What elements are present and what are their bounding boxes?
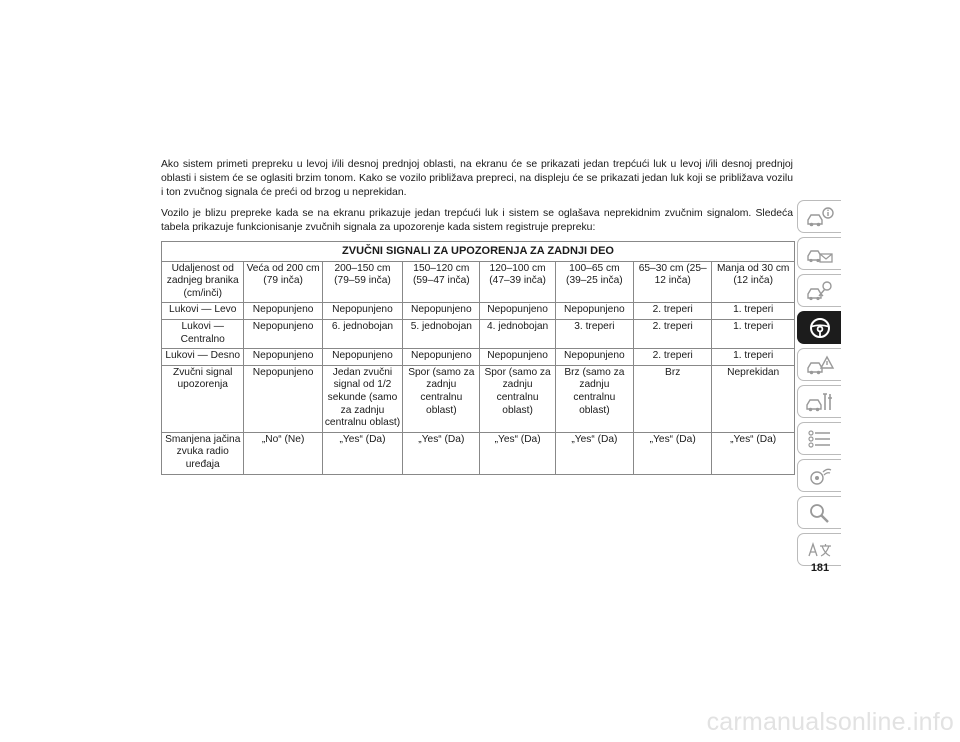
paragraph-1: Ako sistem primeti prepreku u levoj i/ili desnoj prednjoj oblasti, na ekranu će se prikazati jedan trepćući luk u levoj i/ili desnoj prednjoj oblasti i sistem će se oglasiti brzim tonom. Kako se vozilo približava prepreci, na displeju će se prikazati jedan luk koji se približava vozilu i ton zvučnog signala će preći od brzog u neprekidan. [161,159,793,199]
table-row [162,349,795,366]
tab-car-key[interactable] [797,274,841,307]
table-cell: Brz (samo za zadnju centralnu oblast) [555,365,633,432]
car-mail-icon [805,242,835,266]
table-cell: 5. jednobojan [403,319,480,348]
tab-driving[interactable] [797,311,841,344]
header-cell: Veća od 200 cm (79 inča) [244,261,322,303]
warning-signals-table [161,241,795,475]
table-row [162,319,795,348]
row-label: Zvučni signal upozorenja [162,365,244,432]
table-cell: Brz [634,365,712,432]
table-cell: Nepopunjeno [244,349,322,366]
table-cell: 2. treperi [634,349,712,366]
table-cell: „Yes“ (Da) [403,432,480,474]
table-cell: Nepopunjeno [555,303,633,320]
tab-multimedia[interactable] [797,459,841,492]
car-service-icon [805,390,835,414]
tab-car-warning[interactable] [797,348,841,381]
table-cell: 2. treperi [634,319,712,348]
table-row [162,303,795,320]
tab-car-mail[interactable] [797,237,841,270]
table-cell: „Yes“ (Da) [555,432,633,474]
magnifier-icon [805,501,835,525]
row-label: Smanjena jačina zvuka radio uređaja [162,432,244,474]
table-cell: Nepopunjeno [555,349,633,366]
header-cell: 120–100 cm (47–39 inča) [480,261,555,303]
row-label: Lukovi — Desno [162,349,244,366]
table-cell: Nepopunjeno [480,303,555,320]
header-cell: Udaljenost od zadnjeg branika (cm/inči) [162,261,244,303]
table-cell: Nepopunjeno [244,319,322,348]
chapter-tabs [797,200,841,570]
page-number: 181 [810,562,830,574]
table-title: ZVUČNI SIGNALI ZA UPOZORENJA ZA ZADNJI DEO [162,242,795,262]
header-cell: 65–30 cm (25–12 inča) [634,261,712,303]
header-cell: 200–150 cm (79–59 inča) [322,261,402,303]
table-cell: „Yes“ (Da) [322,432,402,474]
table-cell: „Yes“ (Da) [480,432,555,474]
language-icon [805,538,835,562]
tab-index[interactable] [797,496,841,529]
table-row [162,432,795,474]
tab-specs[interactable] [797,422,841,455]
table-cell: Nepopunjeno [480,349,555,366]
table-cell: Nepopunjeno [403,349,480,366]
row-label: Lukovi — Centralno [162,319,244,348]
table-row [162,365,795,432]
table-cell: 2. treperi [634,303,712,320]
header-cell: 150–120 cm (59–47 inča) [403,261,480,303]
table-cell: Nepopunjeno [322,303,402,320]
table-cell: 3. treperi [555,319,633,348]
car-warning-icon [805,353,835,377]
specs-list-icon [805,427,835,451]
table-cell: Jedan zvučni signal od 1/2 sekunde (samo za zadnju centralnu oblast) [322,365,402,432]
table-cell: 1. treperi [712,319,795,348]
car-key-icon [805,279,835,303]
table-cell: Nepopunjeno [322,349,402,366]
car-info-icon [805,205,835,229]
table-cell: Spor (samo za zadnju centralnu oblast) [480,365,555,432]
table-cell: Spor (samo za zadnju centralnu oblast) [403,365,480,432]
paragraph-2: Vozilo je blizu prepreke kada se na ekranu prikazuje jedan trepćući luk i sistem se oglašava neprekidnim zvučnim signalom. Sledeća tabela prikazuje funkcionisanje zvučnih signala za upozorenje kada sistem registruje prepreku: [161,207,793,233]
steering-wheel-icon [805,316,835,340]
page-content [161,158,793,475]
table-cell: 6. jednobojan [322,319,402,348]
tab-car-service[interactable] [797,385,841,418]
table-cell: „Yes“ (Da) [634,432,712,474]
table-cell: 4. jednobojan [480,319,555,348]
table-cell: Nepopunjeno [244,365,322,432]
table-cell: Nepopunjeno [403,303,480,320]
table-cell: 1. treperi [712,303,795,320]
watermark: carmanualsonline.info [706,708,954,736]
header-cell: Manja od 30 cm (12 inča) [712,261,795,303]
row-label: Lukovi — Levo [162,303,244,320]
table-cell: „Yes“ (Da) [712,432,795,474]
table-cell: „No“ (Ne) [244,432,322,474]
tab-car-info[interactable] [797,200,841,233]
table-cell: Nepopunjeno [244,303,322,320]
table-cell: Neprekidan [712,365,795,432]
table-cell: 1. treperi [712,349,795,366]
table-header-row [162,261,795,303]
header-cell: 100–65 cm (39–25 inča) [555,261,633,303]
radio-media-icon [805,464,835,488]
